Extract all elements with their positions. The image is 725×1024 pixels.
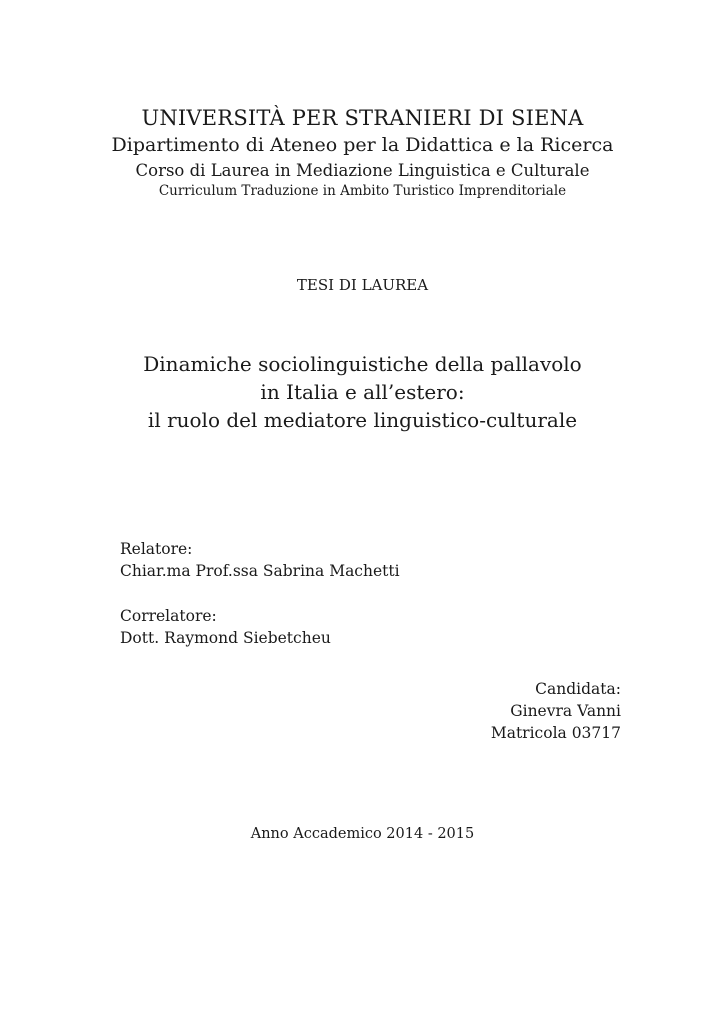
academic-year: Anno Accademico 2014 - 2015 [250, 826, 475, 842]
thesis-type: TESI DI LAUREA [296, 276, 429, 294]
candidate-label: Candidata: [535, 680, 621, 698]
curriculum-name: Curriculum Traduzione in Ambito Turistico Imprenditoriale [158, 183, 567, 199]
university-name: UNIVERSITÀ PER STRANIERI DI SIENA [141, 106, 584, 130]
thesis-title-line-2: in Italia e all’estero: [260, 380, 465, 404]
course-name: Corso di Laurea in Mediazione Linguistica e Culturale [135, 161, 590, 180]
candidate-matricola: Matricola 03717 [490, 724, 621, 742]
co-supervisor-name: Dott. Raymond Siebetcheu [120, 629, 331, 647]
supervisor-label: Relatore: [120, 540, 193, 558]
co-supervisor-label: Correlatore: [120, 607, 217, 625]
candidate-name: Ginevra Vanni [510, 702, 621, 720]
thesis-title-line-3: il ruolo del mediatore linguistico-culturale [147, 408, 578, 432]
thesis-title-line-1: Dinamiche sociolinguistiche della pallavolo [143, 352, 582, 376]
supervisor-name: Chiar.ma Prof.ssa Sabrina Machetti [120, 562, 400, 580]
department-name: Dipartimento di Ateneo per la Didattica e la Ricerca [111, 134, 614, 156]
